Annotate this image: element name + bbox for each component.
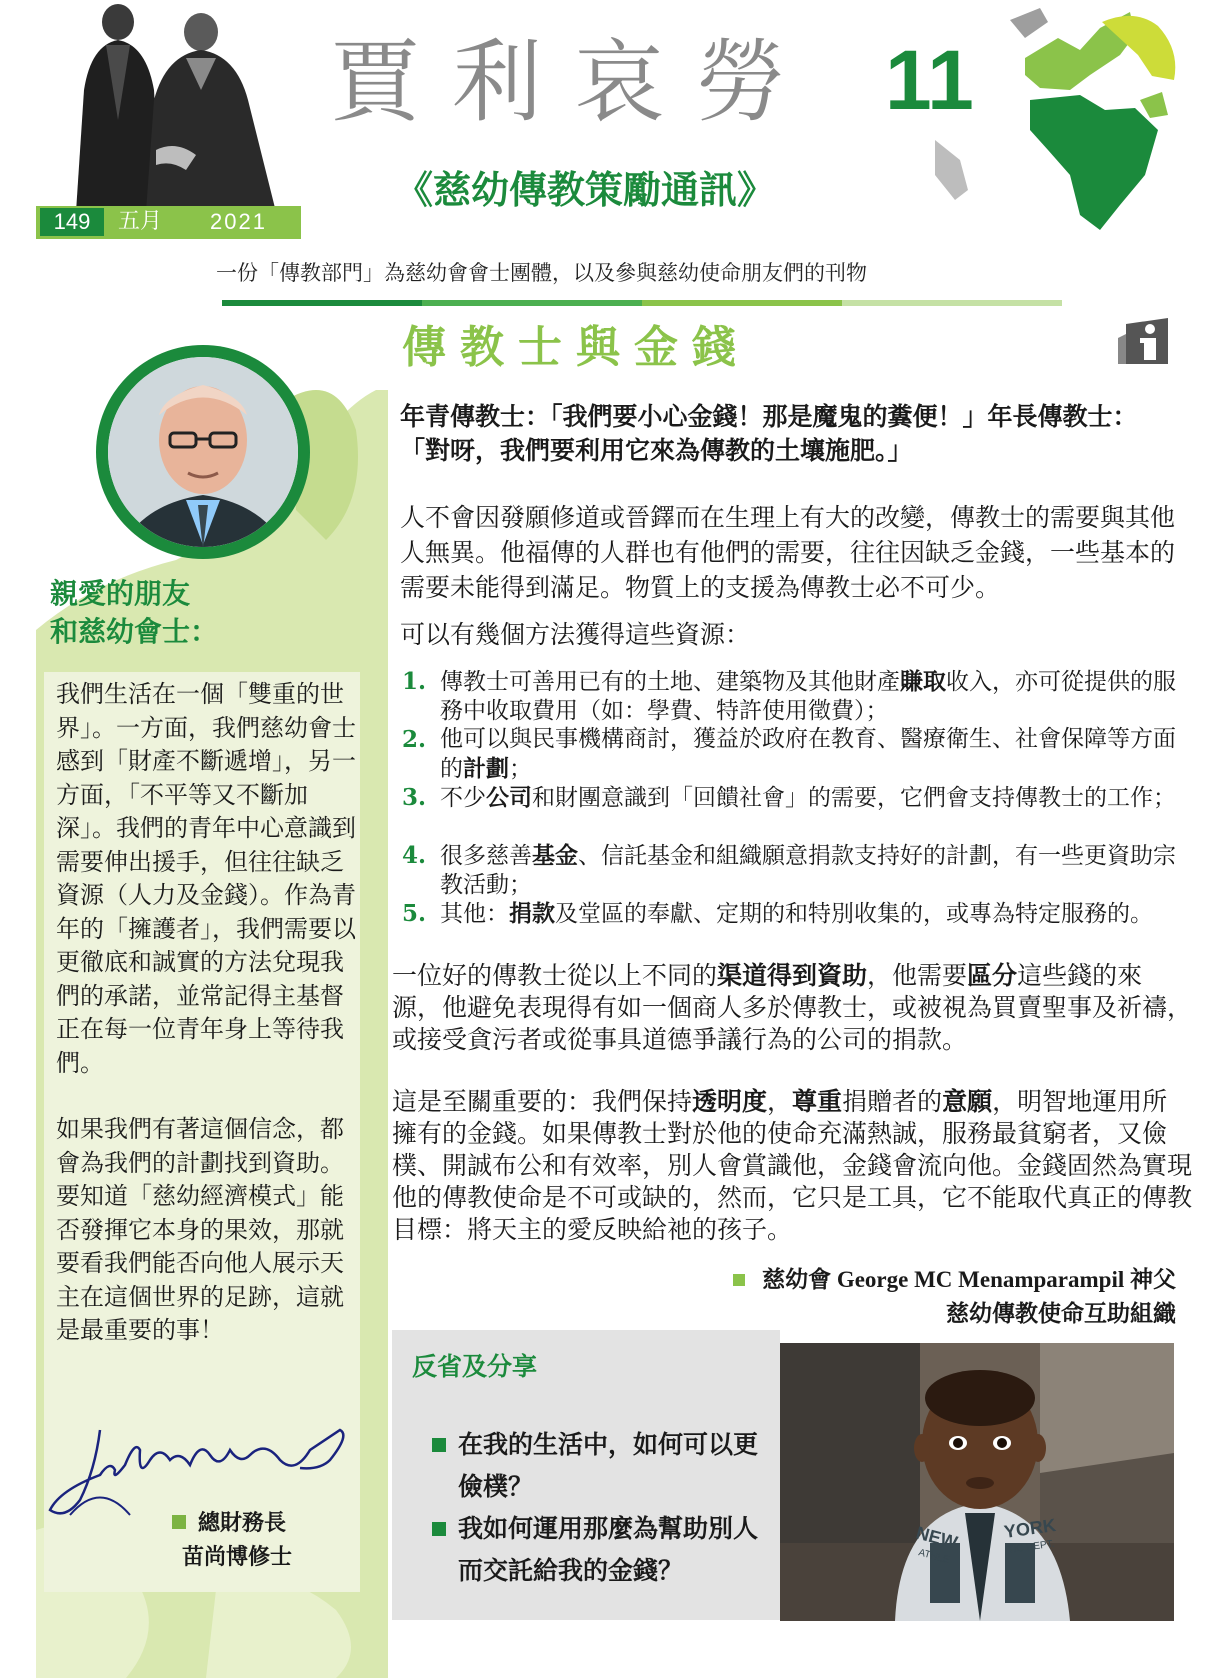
signature-bullet [172,1515,186,1529]
article-title: 傳教士與金錢 [402,322,750,373]
article-paragraph-4: 這是至關重要的：我們保持透明度，尊重捐贈者的意願，明智地運用所擁有的金錢。如果傳教士對於他的使命充滿熱誠，服務最貧窮者，又儉樸、開誠布公和有效率，別人會賞識他，金錢會流向他。金錢固然為實現他的傳教使命是不可或缺的，然而，它只是工具，它不能取代真正的傳教目標：將天主的愛反映給祂的孩子。 [392,1087,1193,1244]
question-bullet [432,1438,446,1452]
issue-month: 五月 [118,209,163,234]
shirt-text-3: ATHLE [917,1547,951,1567]
list-item: 5. 其他：捐款及堂區的奉獻、定期的和特別收集的，或專為特定服務的。 [402,900,1153,927]
letter-paragraph-1: 我們生活在一個「雙重的世界」。一方面，我們慈幼會士感到「財產不斷遞增」，另一方面，「不平等又不斷加深」。我們的青年中心意識到需要伸出援手，但往往缺乏資源（人力及金錢）。作為青年的「擁護者」，我們需要以更徹底和誠實的方法兌現我們的承諾，並常記得主基督正在每一位青年身上等待我們。 [56,680,356,1077]
globe-logo [930,0,1190,235]
list-item: 1. 傳教士可善用已有的土地、建築物及其他財產賺取收入，亦可從提供的服務中收取費用（如：學費、特許使用徵費）； [402,668,1176,724]
list-number: 5. [402,900,427,927]
article-paragraph-3: 一位好的傳教士從以上不同的渠道得到資助，他需要區分這些錢的來源，他避免表現得有如一個商人多於傳教士，或被視為買賣聖事及祈禱，或接受貪污者或從事具道德爭議行為的公司的捐款。 [392,961,1193,1054]
issue-number: 149 [40,208,104,236]
author-portrait [96,345,310,559]
tagline: 一份「傳教部門」為慈幼會會士團體，以及參與慈幼使命朋友們的刊物 [216,261,867,285]
shirt-text-2: YORK [1002,1514,1058,1542]
divider-mid [422,300,642,306]
shirt-text-4: TIC DEPT. [1006,1538,1056,1556]
divider-dark [222,300,422,306]
greeting-line-2: 和慈幼會士： [50,615,219,648]
letter-text [56,678,356,1381]
list-number: 1. [402,668,427,695]
author-bullet [733,1274,745,1286]
letter-paragraph-2: 如果我們有著這個信念，都會為我們的計劃找到資助。要知道「慈幼經濟模式」能否發揮它本身的果效，那就要看我們能否向他人展示天主在這個世界的足跡，這就是最重要的事！ [56,1115,344,1344]
reflection-question-2: 我如何運用那麼為幫助別人而交託給我的金錢？ [458,1514,759,1585]
reflection-question-1: 在我的生活中，如何可以更儉樸？ [458,1430,759,1501]
list-number: 3. [402,784,427,811]
article-paragraph-2: 可以有幾個方法獲得這些資源： [400,620,751,649]
reflection-title: 反省及分享 [412,1352,538,1381]
info-icon [1118,318,1174,364]
newsletter-subtitle: 《慈幼傳教策勵通訊》 [395,167,776,212]
list-item: 3. 不少公司和財團意識到「回饋社會」的需要，它們會支持傳教士的工作； [402,784,1176,811]
article-lead: 年青傳教士：「我們要小心金錢！那是魔鬼的糞便！」年長傳教士：「對呀，我們要利用它來為傳教的土壤施肥。」 [400,402,1138,465]
list-number: 2. [402,726,427,753]
signature-name: 苗尚博修士 [182,1544,293,1570]
list-item: 4. 很多慈善基金、信託基金和組織願意捐款支持好的計劃，有一些更資助宗教活動； [402,842,1176,898]
greeting-line-1: 親愛的朋友 [50,577,191,610]
greeting [50,575,370,651]
child-photo [780,1343,1174,1621]
author-name: 慈幼會 George MC Menamparampil 神父 [762,1267,1176,1292]
divider-light [642,300,842,306]
masthead-number: 11 [885,33,974,127]
masthead-title: 賈利哀勞 [330,30,818,135]
article-paragraph-1: 人不會因發願修道或晉鐸而在生理上有大的改變，傳教士的需要與其他人無異。他福傳的人群也有他們的需要，往往因缺乏金錢，一些基本的需要未能得到滿足。物質上的支援為傳教士必不可少。 [400,503,1176,602]
resources-list [400,667,1190,957]
founders-photo [36,0,292,212]
signature-title: 總財務長 [198,1510,287,1536]
shirt-text-1: NEW [913,1522,960,1553]
author-organization: 慈幼傳教使命互助組織 [946,1300,1176,1327]
divider-pale [842,300,1062,306]
list-item: 2. 他可以與民事機構商討，獲益於政府在教育、醫療衛生、社會保障等方面的計劃； [402,726,1176,782]
list-number: 4. [402,842,427,869]
question-bullet [432,1522,446,1536]
issue-year: 2021 [210,209,267,234]
